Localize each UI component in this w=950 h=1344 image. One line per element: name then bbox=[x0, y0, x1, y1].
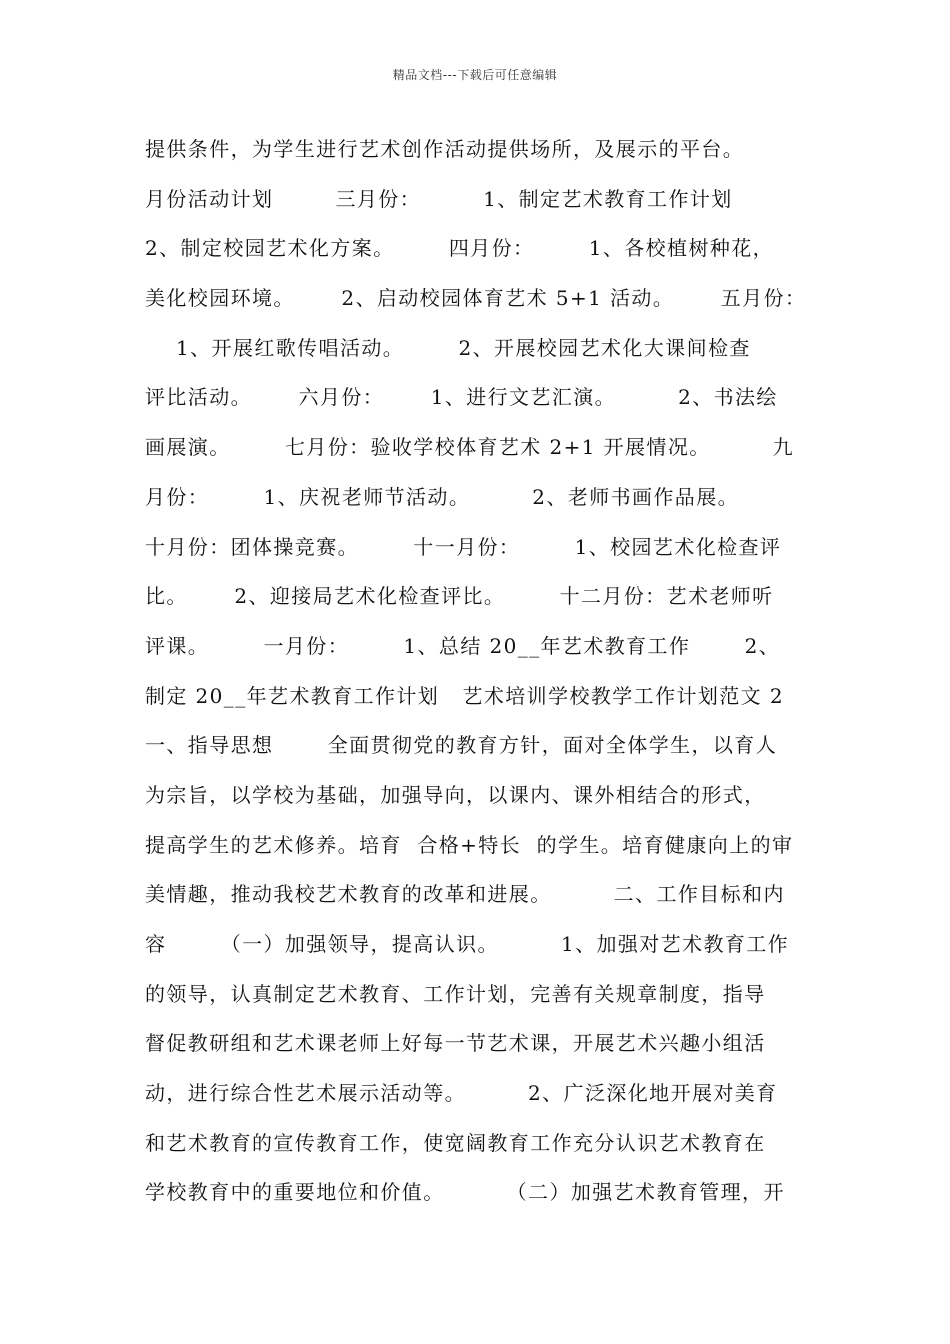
text-line: 为宗旨，以学校为基础，加强导向，以课内、课外相结合的形式， bbox=[145, 782, 766, 807]
text-line: 比。 2、迎接局艺术化检查评比。 十二月份：艺术老师听 bbox=[145, 584, 774, 609]
text-line: 2、制定校园艺术化方案。 四月份： 1、各校植树种花， bbox=[145, 236, 775, 261]
text-line: 的领导，认真制定艺术教育、工作计划，完善有关规章制度，指导 bbox=[145, 981, 766, 1006]
text-line: 美情趣，推动我校艺术教育的改革和进展。 二、工作目标和内 bbox=[145, 882, 785, 907]
text-line: 一、指导思想 全面贯彻党的教育方针，面对全体学生，以育人 bbox=[145, 733, 778, 758]
text-line: 容 （一）加强领导，提高认识。 1、加强对艺术教育工作 bbox=[145, 932, 790, 956]
text-line: 月份活动计划 三月份： 1、制定艺术教育工作计划 bbox=[145, 186, 733, 211]
document-body bbox=[145, 125, 825, 1218]
text-line: 督促教研组和艺术课老师上好每一节艺术课，开展艺术兴趣小组活 bbox=[145, 1031, 766, 1056]
page-header: 精品文档---下载后可任意编辑 bbox=[392, 68, 558, 82]
text-line: 评课。 一月份： 1、总结 20__年艺术教育工作 2、 bbox=[145, 633, 781, 658]
text-line: 月份： 1、庆祝老师节活动。 2、老师书画作品展。 bbox=[145, 484, 740, 509]
text-line: 美化校园环境。 2、启动校园体育艺术 5+1 活动。 五月份： bbox=[145, 286, 807, 311]
text-line: 十月份：团体操竞赛。 十一月份： 1、校园艺术化检查评 bbox=[145, 534, 782, 559]
text-line: 画展演。 七月份：验收学校体育艺术 2+1 开展情况。 九 bbox=[145, 435, 795, 460]
text-line: 制定 20__年艺术教育工作计划 艺术培训学校教学工作计划范文 2 bbox=[145, 683, 784, 708]
text-line: 动，进行综合性艺术展示活动等。 2、广泛深化地开展对美育 bbox=[145, 1081, 778, 1106]
text-line: 提高学生的艺术修养。培育 合格+特长 的学生。培育健康向上的审 bbox=[145, 832, 794, 857]
text-line: 提供条件，为学生进行艺术创作活动提供场所，及展示的平台。 bbox=[145, 137, 745, 161]
text-line: 评比活动。 六月份： 1、进行文艺汇演。 2、书法绘 bbox=[145, 385, 778, 410]
text-line: 学校教育中的重要地位和价值。 （二）加强艺术教育管理，开 bbox=[145, 1180, 785, 1205]
text-line: 1、开展红歌传唱活动。 2、开展校园艺术化大课间检查 bbox=[145, 335, 751, 360]
text-line: 和艺术教育的宣传教育工作，使宽阔教育工作充分认识艺术教育在 bbox=[145, 1130, 766, 1155]
